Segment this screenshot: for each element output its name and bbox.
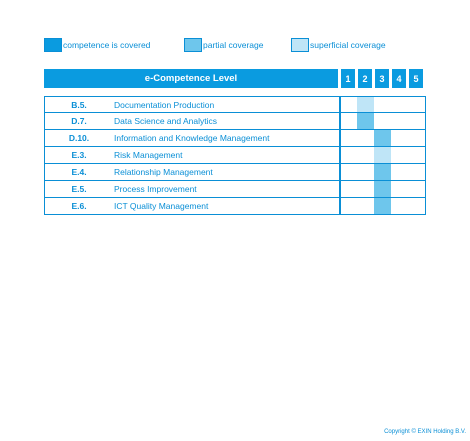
table-row	[44, 164, 426, 181]
table-row	[44, 96, 426, 113]
level-cell-4	[391, 198, 409, 215]
level-cell-4	[391, 164, 409, 181]
table-row	[44, 113, 426, 130]
header-level-1: 1	[341, 69, 355, 88]
level-cell-5	[408, 198, 426, 215]
level-cell-3	[374, 130, 392, 147]
table-row	[44, 181, 426, 198]
level-cell-2	[357, 113, 375, 130]
competence-cell	[44, 147, 340, 164]
header-level-3: 3	[375, 69, 389, 88]
table-row	[44, 147, 426, 164]
legend-item-superficial	[291, 37, 386, 53]
copyright: Copyright © EXIN Holding B.V.	[384, 429, 466, 435]
competence-title: Process Improvement	[114, 184, 197, 194]
competence-cell	[44, 164, 340, 181]
competence-code: B.5.	[71, 100, 87, 110]
level-cell-1	[340, 164, 358, 181]
level-cell-2	[357, 130, 375, 147]
competence-code: E.6.	[71, 201, 87, 211]
competence-code: D.10.	[68, 133, 90, 143]
competence-code: D.7.	[71, 116, 87, 126]
competence-title: Information and Knowledge Management	[114, 133, 270, 143]
level-cell-3	[374, 181, 392, 198]
level-cell-5	[408, 130, 426, 147]
table-header	[44, 69, 426, 88]
legend-swatch-covered	[44, 38, 62, 52]
legend-label-partial: partial coverage	[203, 40, 264, 50]
legend-label-superficial: superficial coverage	[310, 40, 386, 50]
competence-title: ICT Quality Management	[114, 201, 209, 211]
level-cell-2	[357, 181, 375, 198]
level-cell-2	[357, 96, 375, 113]
table-row	[44, 130, 426, 147]
competence-title: Relationship Management	[114, 167, 213, 177]
legend-item-partial	[184, 37, 263, 53]
competence-code: E.5.	[71, 184, 87, 194]
level-cell-1	[340, 181, 358, 198]
level-cell-4	[391, 130, 409, 147]
legend-label-covered: competence is covered	[63, 40, 151, 50]
competence-title: Risk Management	[114, 150, 183, 160]
header-title: e-Competence Level	[44, 69, 338, 88]
level-cell-2	[357, 164, 375, 181]
legend-swatch-partial	[184, 38, 202, 52]
level-cell-3	[374, 164, 392, 181]
level-cell-4	[391, 147, 409, 164]
competence-cell	[44, 113, 340, 130]
competence-cell	[44, 96, 340, 113]
level-cell-3	[374, 198, 392, 215]
level-cell-5	[408, 113, 426, 130]
level-cell-3	[374, 113, 392, 130]
competence-title: Data Science and Analytics	[114, 116, 218, 126]
competence-cell	[44, 181, 340, 198]
level-cell-2	[357, 198, 375, 215]
level-cell-5	[408, 96, 426, 113]
table-row	[44, 198, 426, 215]
level-cell-1	[340, 113, 358, 130]
level-cell-1	[340, 147, 358, 164]
level-cell-2	[357, 147, 375, 164]
competence-title: Documentation Production	[114, 100, 215, 110]
level-cell-1	[340, 198, 358, 215]
level-cell-5	[408, 164, 426, 181]
competence-cell	[44, 130, 340, 147]
level-cell-4	[391, 96, 409, 113]
header-level-2: 2	[358, 69, 372, 88]
level-cell-4	[391, 181, 409, 198]
level-cell-5	[408, 181, 426, 198]
level-cell-5	[408, 147, 426, 164]
header-level-4: 4	[392, 69, 406, 88]
header-level-5: 5	[409, 69, 423, 88]
level-cell-3	[374, 96, 392, 113]
level-cell-1	[340, 130, 358, 147]
level-cell-1	[340, 96, 358, 113]
legend-item-covered	[44, 37, 150, 53]
level-cell-4	[391, 113, 409, 130]
legend-swatch-superficial	[291, 38, 309, 52]
competence-code: E.4.	[71, 167, 87, 177]
competence-code: E.3.	[71, 150, 87, 160]
competence-table	[44, 96, 426, 215]
level-cell-3	[374, 147, 392, 164]
competence-cell	[44, 198, 340, 215]
